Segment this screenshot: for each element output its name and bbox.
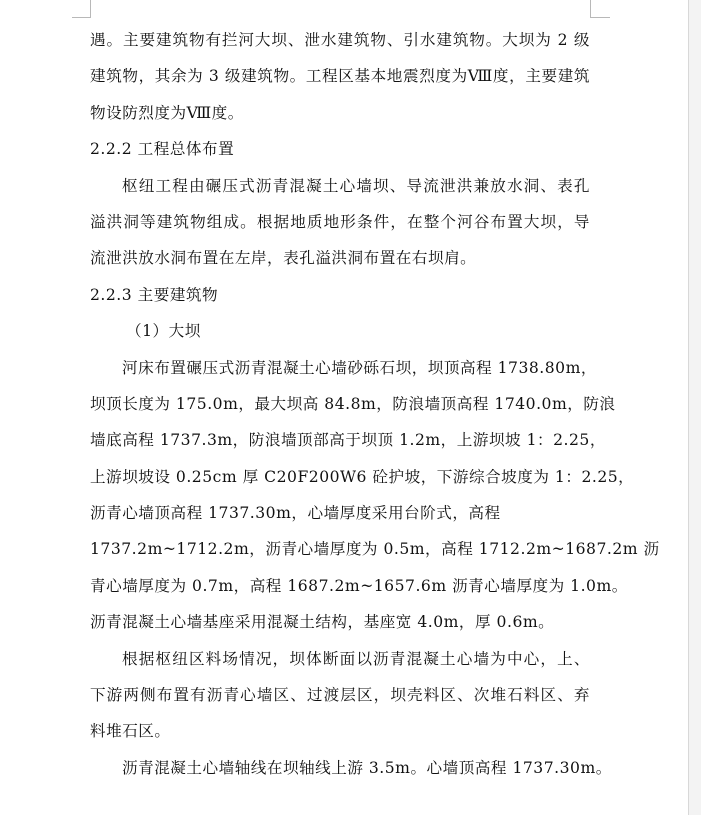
document-body[interactable] — [90, 22, 660, 786]
text-line: 沥青心墙顶高程 1737.30m，心墙厚度采用台阶式，高程 — [90, 504, 501, 523]
text-line: 料堆石区。 — [90, 722, 171, 741]
text-line: 墙底高程 1737.3m，防浪墙顶部高于坝顶 1.2m，上游坝坡 1：2.25， — [90, 431, 606, 450]
margin-corner-mark-right — [590, 0, 591, 18]
text-line: 坝顶长度为 175.0m，最大坝高 84.8m，防浪墙顶高程 1740.0m，防浪 — [90, 394, 616, 413]
margin-corner-mark-left — [90, 0, 91, 18]
section-heading-2-2-3: 2.2.3 主要建筑物 — [90, 285, 219, 304]
text-line: 河床布置碾压式沥青混凝土心墙砂砾石坝，坝顶高程 1738.80m， — [122, 358, 597, 377]
text-line: 青心墙厚度为 0.7m，高程 1687.2m~1657.6m 沥青心墙厚度为 1.0m。 — [90, 576, 628, 595]
subsection-heading-dam: （1）大坝 — [126, 322, 201, 341]
section-heading-2-2-2: 2.2.2 工程总体布置 — [90, 140, 235, 159]
text-line: 下游两侧布置有沥青心墙区、过渡层区，坝壳料区、次堆石料区、弃 — [90, 686, 590, 705]
text-line: 沥青混凝土心墙基座采用混凝土结构，基座宽 4.0m，厚 0.6m。 — [90, 613, 555, 632]
text-line: 物设防烈度为Ⅷ度。 — [90, 103, 244, 122]
scrollbar-track[interactable] — [689, 0, 701, 815]
text-line: 溢洪洞等建筑物组成。根据地质地形条件，在整个河谷布置大坝，导 — [90, 212, 590, 231]
text-line: 上游坝坡设 0.25cm 厚 C20F200W6 砼护坡，下游综合坡度为 1：2.25， — [90, 467, 635, 486]
text-line: 沥青混凝土心墙轴线在坝轴线上游 3.5m。心墙顶高程 1737.30m。 — [122, 758, 612, 777]
text-line: 建筑物，其余为 3 级建筑物。工程区基本地震烈度为Ⅷ度，主要建筑 — [90, 67, 590, 86]
margin-corner-mark-right-h — [590, 17, 610, 18]
margin-corner-mark-left-h — [72, 17, 91, 18]
text-line: 遇。主要建筑物有拦河大坝、泄水建筑物、引水建筑物。大坝为 2 级 — [90, 31, 590, 49]
text-line: 根据枢纽区料场情况，坝体断面以沥青混凝土心墙为中心，上、 — [122, 649, 590, 668]
text-line: 流泄洪放水洞布置在左岸，表孔溢洪洞布置在右坝肩。 — [90, 249, 477, 268]
text-line: 1737.2m~1712.2m，沥青心墙厚度为 0.5m，高程 1712.2m~1687.2m 沥 — [90, 540, 660, 559]
text-line: 枢纽工程由碾压式沥青混凝土心墙坝、导流泄洪兼放水洞、表孔 — [122, 176, 590, 195]
